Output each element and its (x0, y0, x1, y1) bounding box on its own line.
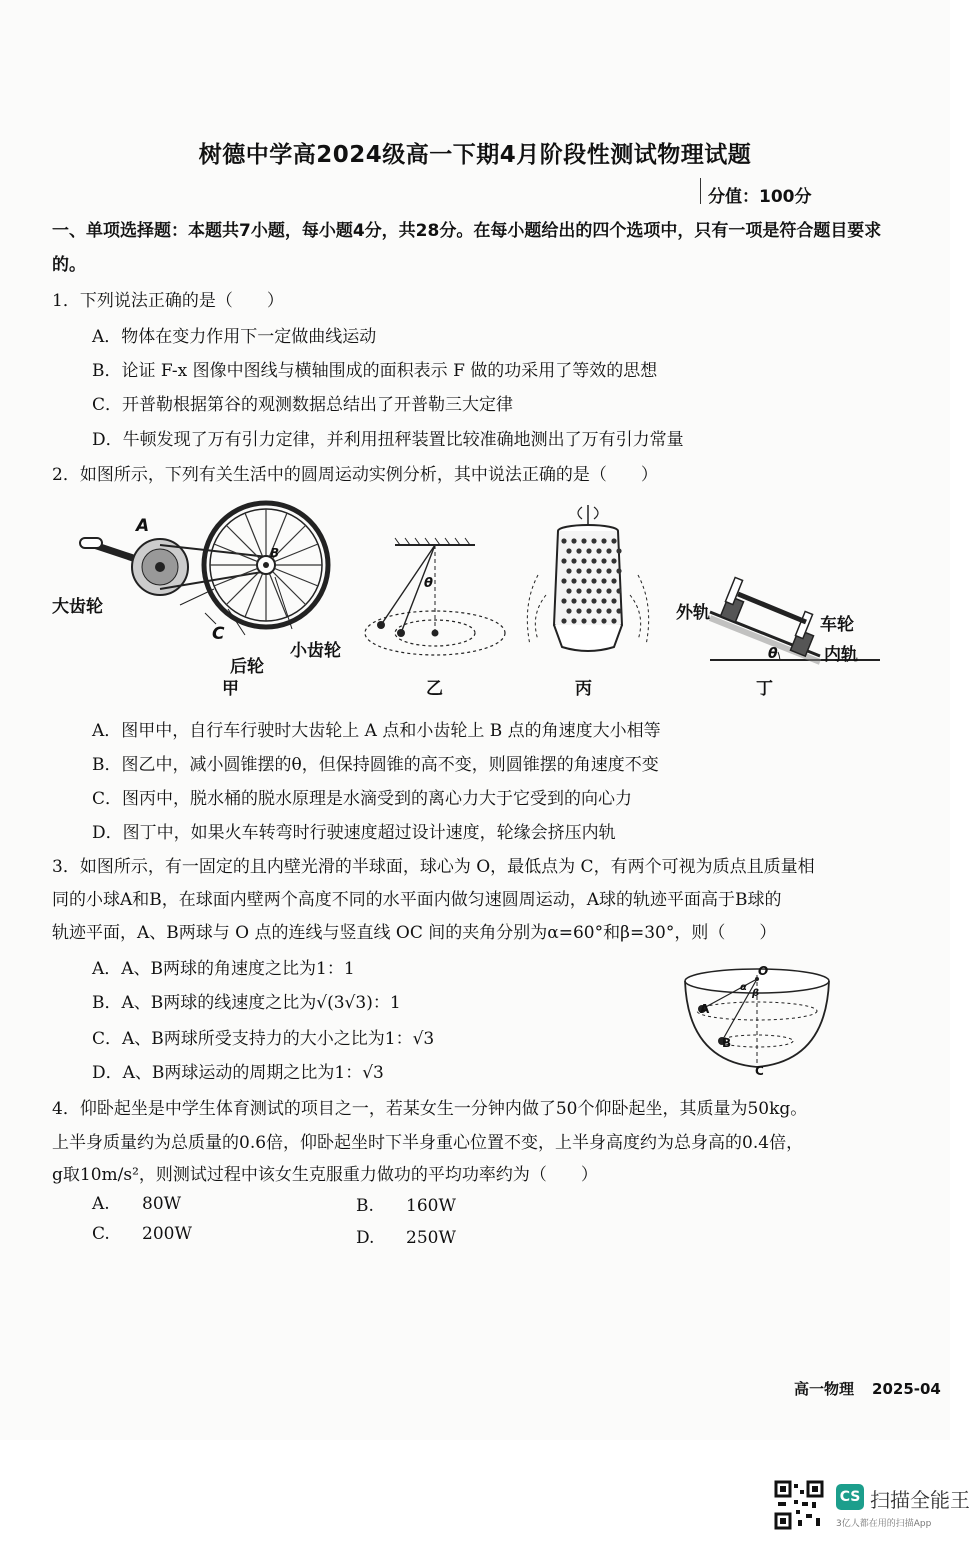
q1-option-b: B．论证 F-x 图像中图线与横轴围成的面积表示 F 做的功采用了等效的思想 (92, 361, 658, 381)
drum-hole (566, 548, 571, 553)
drum-hole (581, 538, 586, 543)
exam-title: 树德中学高2024级高一下期4月阶段性测试物理试题 (198, 142, 752, 168)
drum-hole (611, 578, 616, 583)
drum-hole (606, 588, 611, 593)
label-point-a: A (136, 516, 150, 536)
drum-hole (591, 558, 596, 563)
drum-hole (591, 618, 596, 623)
q1-stem: 1．下列说法正确的是（ ） (52, 291, 284, 311)
drum-hole (601, 598, 606, 603)
score-divider (700, 178, 701, 204)
q1-option-a: A．物体在变力作用下一定做曲线运动 (92, 327, 377, 347)
label-big-gear: 大齿轮 (52, 597, 103, 617)
drum-hole (561, 598, 566, 603)
bowl-label-a: A (700, 1002, 710, 1016)
label-outer-rail: 外轨 (676, 603, 710, 623)
bowl-label-c: C (755, 1064, 764, 1078)
camscanner-slogan: 3亿人都在用的扫描App (836, 1519, 932, 1529)
q4-option-c-key: C. (92, 1224, 110, 1244)
drum-hole (566, 568, 571, 573)
drum-hole (601, 578, 606, 583)
q2-option-b: B．图乙中，减小圆锥摆的θ，但保持圆锥的高不变，则圆锥摆的角速度不变 (92, 755, 659, 775)
drum-hole (566, 588, 571, 593)
q3-option-c: C．A、B两球所受支持力的大小之比为1：√3 (92, 1029, 435, 1049)
q2-stem: 2．如图所示，下列有关生活中的圆周运动实例分析，其中说法正确的是（ ） (52, 465, 658, 485)
drum-hole (616, 568, 621, 573)
drum-hole (576, 608, 581, 613)
q2-option-c: C．图丙中，脱水桶的脱水原理是水滴受到的离心力大于它受到的向心力 (92, 789, 633, 809)
drum-hole (561, 578, 566, 583)
drum-hole (586, 608, 591, 613)
drum-hole (571, 538, 576, 543)
drum-hole (571, 558, 576, 563)
drum-hole (586, 588, 591, 593)
drum-hole (586, 568, 591, 573)
q4-option-d-value: 250W (406, 1228, 456, 1248)
label-small-gear: 小齿轮 (290, 641, 341, 661)
footer-subject: 高一物理 (794, 1380, 855, 1398)
footer-date: 2025-04 (872, 1380, 941, 1398)
q4-option-d-key: D. (356, 1228, 375, 1248)
q3-stem-line-3: 轨迹平面，A、B两球与 O 点的连线与竖直线 OC 间的夹角分别为α=60°和β=30°，则（ ） (52, 923, 777, 943)
label-wheel: 车轮 (820, 615, 854, 635)
q4-stem-line-2: 上半身质量约为总质量的0.6倍，仰卧起坐时下半身重心位置不变，上半身高度约为总身高的0.4倍， (52, 1133, 804, 1153)
drum-hole (566, 608, 571, 613)
q1-option-d: D．牛顿发现了万有引力定律，并利用扭秤装置比较准确地测出了万有引力常量 (92, 430, 684, 450)
drum-hole (561, 558, 566, 563)
drum-hole (571, 598, 576, 603)
figure-bing-spin-dryer (528, 505, 648, 665)
drum-hole (606, 568, 611, 573)
drum-hole (616, 588, 621, 593)
drum-hole (576, 588, 581, 593)
drum-hole (571, 618, 576, 623)
drum-hole (591, 538, 596, 543)
drum-hole (596, 548, 601, 553)
label-point-b: B (270, 546, 280, 560)
drum-hole (611, 558, 616, 563)
drum-hole (561, 538, 566, 543)
q4-stem-line-3: g取10m/s²，则测试过程中该女生克服重力做功的平均功率约为（ ） (52, 1165, 598, 1185)
drum-hole (601, 538, 606, 543)
label-point-c: C (212, 624, 225, 644)
label-inner-rail: 内轨 (824, 645, 858, 665)
q4-option-a-value: 80W (142, 1194, 182, 1214)
camscanner-brand: 扫描全能王 (870, 1488, 970, 1512)
label-rear-wheel: 后轮 (230, 657, 264, 677)
drum-hole (581, 578, 586, 583)
label-fig-bing: 丙 (575, 679, 592, 699)
bowl-label-beta: β (752, 988, 760, 999)
drum-hole (606, 608, 611, 613)
drum-hole (596, 588, 601, 593)
camscanner-logo-icon: CS (836, 1484, 864, 1510)
drum-hole (561, 618, 566, 623)
drum-hole (576, 548, 581, 553)
drum-hole (611, 618, 616, 623)
drum-hole (611, 598, 616, 603)
section-1-heading: 一、单项选择题：本题共7小题，每小题4分，共28分。在每小题给出的四个选项中，只有一项是符合题目要求的。 (52, 221, 882, 275)
drum-hole (581, 618, 586, 623)
bowl-label-alpha: α (740, 982, 747, 993)
q4-option-b-value: 160W (406, 1196, 456, 1216)
q4-option-c-value: 200W (142, 1224, 192, 1244)
qr-code-icon[interactable] (774, 1480, 824, 1530)
drum-hole (596, 608, 601, 613)
q4-stem-line-1: 4．仰卧起坐是中学生体育测试的项目之一，若某女生一分钟内做了50个仰卧起坐，其质量为50kg。 (52, 1099, 808, 1119)
page-footer (794, 1378, 941, 1399)
drum-hole (586, 548, 591, 553)
q3-stem-line-1: 3．如图所示，有一固定的且内壁光滑的半球面，球心为 O，最低点为 C，有两个可视为质点且质量相 (52, 857, 815, 877)
drum-hole (591, 578, 596, 583)
drum-hole (616, 608, 621, 613)
q2-option-d: D．图丁中，如果火车转弯时行驶速度超过设计速度，轮缘会挤压内轨 (92, 823, 616, 843)
figure-yi-conical-pendulum (355, 535, 525, 665)
bowl-label-b: B (722, 1036, 732, 1050)
q1-option-c: C．开普勒根据第谷的观测数据总结出了开普勒三大定律 (92, 395, 514, 415)
figure-hemisphere-bowl (680, 965, 835, 1077)
q3-option-b: B．A、B两球的线速度之比为√(3√3)：1 (92, 993, 401, 1013)
q3-stem-line-2: 同的小球A和B，在球面内壁两个高度不同的水平面内做匀速圆周运动，A球的轨迹平面高于B球的 (52, 890, 782, 910)
score-label: 分值：100分 (708, 187, 812, 207)
q3-option-d: D．A、B两球运动的周期之比为1：√3 (92, 1063, 384, 1083)
label-theta: θ (424, 576, 433, 591)
drum-hole (601, 558, 606, 563)
label-ding-theta: θ (768, 646, 778, 662)
drum-hole (611, 538, 616, 543)
drum-hole (601, 618, 606, 623)
q3-option-a: A．A、B两球的角速度之比为1：1 (92, 959, 355, 979)
q2-option-a: A．图甲中，自行车行驶时大齿轮上 A 点和小齿轮上 B 点的角速度大小相等 (92, 721, 661, 741)
drum-hole (581, 558, 586, 563)
label-fig-jia: 甲 (222, 679, 239, 699)
label-fig-ding: 丁 (756, 679, 773, 699)
drum-hole (591, 598, 596, 603)
drum-hole (571, 578, 576, 583)
drum-hole (576, 568, 581, 573)
drum-hole (606, 548, 611, 553)
label-fig-yi: 乙 (426, 679, 443, 699)
drum-hole (616, 548, 621, 553)
q4-option-a-key: A. (92, 1194, 110, 1214)
bowl-label-o: O (758, 964, 769, 978)
drum-hole (581, 598, 586, 603)
drum-hole (596, 568, 601, 573)
q4-option-b-key: B. (356, 1196, 374, 1216)
